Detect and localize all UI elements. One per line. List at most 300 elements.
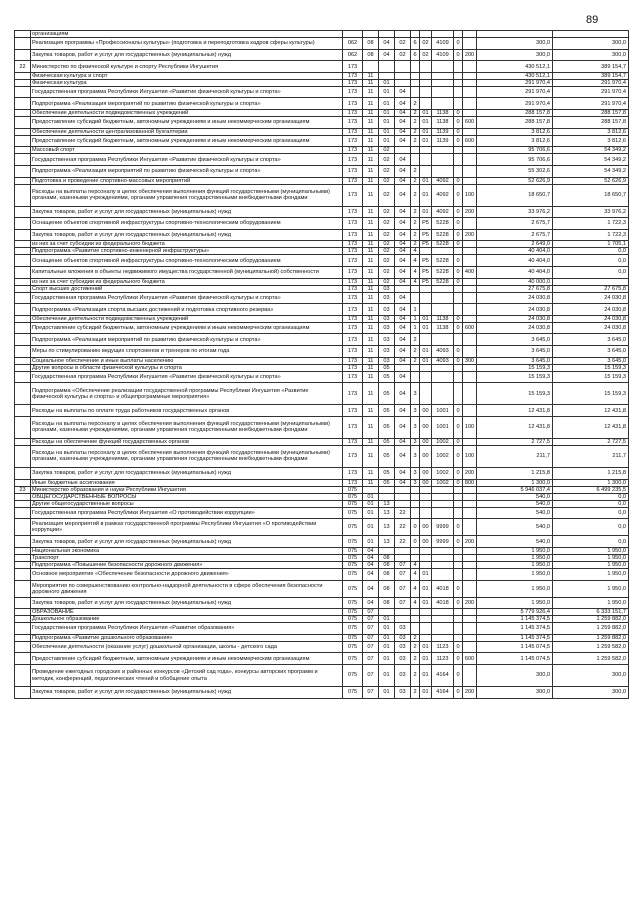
cell-event-code: 00 bbox=[420, 519, 432, 536]
cell-expense-type bbox=[463, 493, 477, 500]
cell-direction-code: 1139 bbox=[432, 128, 454, 135]
cell-subprogram-code: 3 bbox=[411, 438, 420, 445]
cell-row-number bbox=[15, 38, 31, 50]
cell-item-name: Государственная программа Республики Ингушетия «О противодействии коррупции» bbox=[31, 507, 343, 519]
table-row bbox=[15, 49, 629, 61]
cell-item-name: Обеспечение деятельности подведомственных учреждений bbox=[31, 315, 343, 322]
cell-direction-code: 4164 bbox=[432, 687, 454, 699]
cell-direction-sub bbox=[454, 561, 463, 568]
cell-amount-1: 2 675,7 bbox=[477, 218, 553, 230]
cell-event-code bbox=[420, 304, 432, 316]
cell-subsection-code: 03 bbox=[379, 322, 395, 334]
cell-amount-1: 95 706,6 bbox=[477, 154, 553, 166]
cell-direction-code bbox=[432, 165, 454, 177]
cell-amount-2: 1 950,0 bbox=[553, 597, 629, 609]
cell-program-code bbox=[395, 500, 411, 507]
cell-expense-type: 200 bbox=[463, 49, 477, 61]
cell-amount-2: 1 722,3 bbox=[553, 218, 629, 230]
cell-event-code: 01 bbox=[420, 568, 432, 580]
cell-amount-2: 1 950,0 bbox=[553, 568, 629, 580]
cell-subsection-code: 08 bbox=[379, 561, 395, 568]
cell-event-code: 00 bbox=[420, 479, 432, 486]
cell-dept-code: 173 bbox=[343, 371, 363, 383]
cell-subprogram-code bbox=[411, 486, 420, 493]
cell-subsection-code bbox=[379, 609, 395, 616]
cell-event-code: 01 bbox=[420, 322, 432, 334]
cell-expense-type bbox=[463, 507, 477, 519]
cell-direction-code bbox=[432, 79, 454, 86]
cell-row-number bbox=[15, 128, 31, 135]
cell-section-code: 11 bbox=[363, 315, 379, 322]
cell-event-code: 02 bbox=[420, 49, 432, 61]
cell-section-code: 01 bbox=[363, 507, 379, 519]
cell-direction-code: 1001 bbox=[432, 416, 454, 438]
cell-section-code: 11 bbox=[363, 241, 379, 248]
cell-subsection-code: 13 bbox=[379, 519, 395, 536]
cell-event-code: P5 bbox=[420, 278, 432, 285]
table-row bbox=[15, 445, 629, 467]
cell-direction-sub: 0 bbox=[454, 322, 463, 334]
cell-direction-code: 4092 bbox=[432, 206, 454, 218]
cell-subsection-code: 01 bbox=[379, 653, 395, 665]
cell-item-name: Реализация программы «Профессионалы культуры» (подготовка и переподготовка кадров сферы культуры) bbox=[31, 38, 343, 50]
cell-row-number bbox=[15, 616, 31, 623]
cell-direction-sub: 0 bbox=[454, 117, 463, 129]
cell-amount-1: 40 404,0 bbox=[477, 255, 553, 267]
cell-subsection-code bbox=[379, 547, 395, 554]
cell-subsection-code: 02 bbox=[379, 154, 395, 166]
cell-item-name: Закупка товаров, работ и услуг для государственных (муниципальных) нужд bbox=[31, 49, 343, 61]
cell-program-code: 04 bbox=[395, 416, 411, 438]
cell-direction-code bbox=[432, 154, 454, 166]
cell-direction-sub bbox=[454, 634, 463, 641]
cell-expense-type: 600 bbox=[463, 322, 477, 334]
cell-program-code bbox=[395, 72, 411, 79]
cell-amount-2: 54 349,2 bbox=[553, 165, 629, 177]
table-row bbox=[15, 117, 629, 129]
cell-row-number bbox=[15, 72, 31, 79]
cell-subsection-code: 04 bbox=[379, 49, 395, 61]
cell-direction-code: 9999 bbox=[432, 519, 454, 536]
cell-subsection-code: 01 bbox=[379, 79, 395, 86]
cell-event-code bbox=[420, 500, 432, 507]
table-row bbox=[15, 641, 629, 653]
table-row bbox=[15, 38, 629, 50]
cell-program-code: 04 bbox=[395, 218, 411, 230]
cell-direction-sub bbox=[454, 383, 463, 405]
cell-amount-2: 300,0 bbox=[553, 665, 629, 687]
cell-direction-sub: 0 bbox=[454, 580, 463, 597]
cell-subprogram-code: 4 bbox=[411, 568, 420, 580]
cell-direction-code: 4109 bbox=[432, 38, 454, 50]
cell-row-number bbox=[15, 519, 31, 536]
cell-dept-code: 075 bbox=[343, 634, 363, 641]
cell-section-code: 11 bbox=[363, 165, 379, 177]
cell-item-name: Закупка товаров, работ и услуг для государственных (муниципальных) нужд bbox=[31, 229, 343, 241]
cell-event-code: 01 bbox=[420, 580, 432, 597]
table-row bbox=[15, 467, 629, 479]
cell-direction-code bbox=[432, 147, 454, 154]
cell-direction-code bbox=[432, 547, 454, 554]
cell-amount-1: 95 706,6 bbox=[477, 147, 553, 154]
cell-expense-type: 800 bbox=[463, 479, 477, 486]
cell-subsection-code: 03 bbox=[379, 315, 395, 322]
cell-amount-1: 24 030,8 bbox=[477, 292, 553, 304]
cell-event-code bbox=[420, 609, 432, 616]
cell-row-number bbox=[15, 536, 31, 548]
cell-row-number bbox=[15, 364, 31, 371]
cell-subsection-code: 02 bbox=[379, 184, 395, 206]
cell-event-code: 01 bbox=[420, 665, 432, 687]
cell-direction-sub bbox=[454, 371, 463, 383]
cell-amount-1: 288 157,8 bbox=[477, 117, 553, 129]
cell-amount-2: 1 259 582,0 bbox=[553, 653, 629, 665]
cell-amount-1: 3 812,6 bbox=[477, 128, 553, 135]
cell-direction-sub bbox=[454, 292, 463, 304]
table-row bbox=[15, 206, 629, 218]
cell-subprogram-code: 6 bbox=[411, 49, 420, 61]
cell-amount-1: 211,7 bbox=[477, 445, 553, 467]
cell-event-code: 01 bbox=[420, 110, 432, 117]
cell-direction-code bbox=[432, 334, 454, 346]
table-row bbox=[15, 315, 629, 322]
cell-direction-code bbox=[432, 493, 454, 500]
cell-item-name: Закупка товаров, работ и услуг для государственных (муниципальных) нужд bbox=[31, 536, 343, 548]
cell-section-code: 01 bbox=[363, 500, 379, 507]
budget-table-body bbox=[15, 31, 629, 699]
cell-item-name: Подпрограмма «Развитие спортивно-инженерной инфраструктуры» bbox=[31, 248, 343, 255]
table-row bbox=[15, 334, 629, 346]
cell-section-code: 08 bbox=[363, 38, 379, 50]
cell-subprogram-code bbox=[411, 554, 420, 561]
cell-program-code: 04 bbox=[395, 248, 411, 255]
cell-direction-sub: 0 bbox=[454, 135, 463, 147]
cell-direction-sub bbox=[454, 568, 463, 580]
cell-subsection-code bbox=[379, 493, 395, 500]
cell-section-code: 07 bbox=[363, 653, 379, 665]
cell-section-code: 11 bbox=[363, 416, 379, 438]
cell-amount-2: 24 030,8 bbox=[553, 304, 629, 316]
cell-direction-sub bbox=[454, 248, 463, 255]
cell-expense-type bbox=[463, 346, 477, 358]
cell-subprogram-code: 4 bbox=[411, 278, 420, 285]
cell-direction-code: 1123 bbox=[432, 641, 454, 653]
table-row bbox=[15, 346, 629, 358]
cell-expense-type bbox=[463, 616, 477, 623]
cell-row-number bbox=[15, 135, 31, 147]
cell-event-code: 01 bbox=[420, 315, 432, 322]
cell-amount-2: 211,7 bbox=[553, 445, 629, 467]
cell-program-code: 02 bbox=[395, 49, 411, 61]
cell-event-code: 01 bbox=[420, 177, 432, 184]
cell-direction-sub bbox=[454, 507, 463, 519]
cell-row-number bbox=[15, 547, 31, 554]
cell-subsection-code: 03 bbox=[379, 304, 395, 316]
cell-program-code: 04 bbox=[395, 267, 411, 279]
cell-row-number bbox=[15, 445, 31, 467]
cell-direction-code: 5228 bbox=[432, 278, 454, 285]
cell-amount-2: 18 650,7 bbox=[553, 184, 629, 206]
cell-event-code bbox=[420, 285, 432, 292]
cell-program-code: 04 bbox=[395, 467, 411, 479]
cell-direction-sub bbox=[454, 609, 463, 616]
cell-subprogram-code bbox=[411, 147, 420, 154]
cell-row-number bbox=[15, 416, 31, 438]
cell-program-code: 04 bbox=[395, 292, 411, 304]
cell-program-code: 04 bbox=[395, 117, 411, 129]
cell-program-code: 04 bbox=[395, 445, 411, 467]
cell-amount-1: 291 970,4 bbox=[477, 86, 553, 98]
cell-amount-2: 291 970,4 bbox=[553, 86, 629, 98]
cell-direction-code: 1138 bbox=[432, 117, 454, 129]
cell-dept-code: 173 bbox=[343, 218, 363, 230]
cell-item-name: Подпрограмма «Развитие дошкольного образования» bbox=[31, 634, 343, 641]
cell-amount-1: 540,0 bbox=[477, 536, 553, 548]
cell-subprogram-code: 2 bbox=[411, 357, 420, 364]
cell-row-number bbox=[15, 184, 31, 206]
cell-direction-code bbox=[432, 292, 454, 304]
cell-row-number bbox=[15, 568, 31, 580]
cell-event-code: P5 bbox=[420, 267, 432, 279]
cell-row-number bbox=[15, 86, 31, 98]
cell-amount-1: 1 145 074,5 bbox=[477, 641, 553, 653]
table-row bbox=[15, 267, 629, 279]
cell-direction-sub: 0 bbox=[454, 267, 463, 279]
cell-expense-type bbox=[463, 177, 477, 184]
cell-amount-2: 291 970,4 bbox=[553, 98, 629, 110]
table-row bbox=[15, 438, 629, 445]
cell-item-name: Государственная программа Республики Ингушетия «Развитие физической культуры и спорта» bbox=[31, 86, 343, 98]
cell-subsection-code: 05 bbox=[379, 416, 395, 438]
cell-event-code bbox=[420, 383, 432, 405]
cell-item-name: Расходы на обеспечение функций государственных органов bbox=[31, 438, 343, 445]
cell-direction-sub: 0 bbox=[454, 315, 463, 322]
cell-amount-2: 12 431,8 bbox=[553, 405, 629, 417]
cell-amount-1: 5 946 037,4 bbox=[477, 486, 553, 493]
cell-row-number bbox=[15, 383, 31, 405]
cell-subprogram-code: 2 bbox=[411, 229, 420, 241]
cell-direction-code bbox=[432, 72, 454, 79]
table-row bbox=[15, 507, 629, 519]
cell-row-number: 23 bbox=[15, 486, 31, 493]
cell-program-code: 07 bbox=[395, 597, 411, 609]
cell-amount-2: 24 030,8 bbox=[553, 322, 629, 334]
cell-subprogram-code: 6 bbox=[411, 38, 420, 50]
cell-amount-2: 300,0 bbox=[553, 49, 629, 61]
cell-subprogram-code: 2 bbox=[411, 177, 420, 184]
cell-amount-1: 1 950,0 bbox=[477, 580, 553, 597]
cell-event-code: 01 bbox=[420, 135, 432, 147]
cell-dept-code bbox=[343, 31, 363, 38]
cell-row-number bbox=[15, 218, 31, 230]
cell-section-code: 11 bbox=[363, 177, 379, 184]
cell-subprogram-code bbox=[411, 61, 420, 73]
cell-amount-1: 2 675,7 bbox=[477, 229, 553, 241]
cell-expense-type bbox=[463, 72, 477, 79]
cell-dept-code: 075 bbox=[343, 616, 363, 623]
cell-expense-type bbox=[463, 554, 477, 561]
cell-amount-1: 300,0 bbox=[477, 665, 553, 687]
cell-subsection-code: 08 bbox=[379, 568, 395, 580]
cell-expense-type bbox=[463, 634, 477, 641]
cell-item-name: Основное мероприятие «Обеспечение безопасности дорожного движения» bbox=[31, 568, 343, 580]
cell-program-code: 04 bbox=[395, 110, 411, 117]
cell-item-name: Расходы на выплаты персоналу в целях обеспечения выполнения функций государственными (муниципальными) органами, казенными учреждениями, органами управления государственными внебюджетными фондами bbox=[31, 184, 343, 206]
cell-section-code: 11 bbox=[363, 218, 379, 230]
cell-direction-sub bbox=[454, 98, 463, 110]
cell-subprogram-code bbox=[411, 292, 420, 304]
cell-expense-type bbox=[463, 147, 477, 154]
cell-subprogram-code: 2 bbox=[411, 184, 420, 206]
cell-amount-2: 389 154,7 bbox=[553, 61, 629, 73]
cell-row-number bbox=[15, 665, 31, 687]
cell-dept-code: 173 bbox=[343, 315, 363, 322]
cell-program-code bbox=[395, 609, 411, 616]
cell-dept-code: 173 bbox=[343, 445, 363, 467]
cell-section-code: 11 bbox=[363, 206, 379, 218]
cell-expense-type bbox=[463, 405, 477, 417]
cell-section-code: 11 bbox=[363, 72, 379, 79]
cell-amount-2: 6 499 235,5 bbox=[553, 486, 629, 493]
cell-section-code: 11 bbox=[363, 364, 379, 371]
cell-row-number bbox=[15, 285, 31, 292]
cell-dept-code: 173 bbox=[343, 241, 363, 248]
cell-amount-1: 1 145 374,5 bbox=[477, 616, 553, 623]
cell-direction-sub: 0 bbox=[454, 206, 463, 218]
table-row bbox=[15, 154, 629, 166]
cell-row-number bbox=[15, 561, 31, 568]
cell-event-code: P5 bbox=[420, 218, 432, 230]
cell-program-code: 04 bbox=[395, 184, 411, 206]
cell-amount-1: 1 300,0 bbox=[477, 479, 553, 486]
cell-row-number bbox=[15, 334, 31, 346]
table-row bbox=[15, 580, 629, 597]
cell-expense-type: 100 bbox=[463, 416, 477, 438]
cell-subprogram-code: 2 bbox=[411, 218, 420, 230]
cell-program-code: 04 bbox=[395, 304, 411, 316]
cell-amount-2: 3 645,0 bbox=[553, 334, 629, 346]
cell-amount-1: 288 157,8 bbox=[477, 110, 553, 117]
cell-event-code bbox=[420, 165, 432, 177]
cell-dept-code: 075 bbox=[343, 568, 363, 580]
cell-subsection-code: 13 bbox=[379, 507, 395, 519]
cell-direction-sub bbox=[454, 304, 463, 316]
cell-item-name: Социальное обеспечение и иные выплаты населению bbox=[31, 357, 343, 364]
cell-amount-1: 15 159,3 bbox=[477, 364, 553, 371]
cell-item-name: Транспорт bbox=[31, 554, 343, 561]
table-row bbox=[15, 500, 629, 507]
cell-section-code: 01 bbox=[363, 536, 379, 548]
cell-program-code: 03 bbox=[395, 687, 411, 699]
cell-amount-2: 54 349,2 bbox=[553, 147, 629, 154]
cell-section-code: 11 bbox=[363, 229, 379, 241]
cell-dept-code: 173 bbox=[343, 364, 363, 371]
cell-item-name: Государственная программа Республики Ингушетия «Развитие физической культуры и спорта» bbox=[31, 154, 343, 166]
cell-subsection-code: 01 bbox=[379, 687, 395, 699]
cell-expense-type bbox=[463, 315, 477, 322]
cell-event-code: P5 bbox=[420, 255, 432, 267]
cell-subprogram-code bbox=[411, 623, 420, 635]
cell-subsection-code: 01 bbox=[379, 117, 395, 129]
cell-subsection-code: 01 bbox=[379, 86, 395, 98]
cell-direction-code bbox=[432, 285, 454, 292]
cell-event-code bbox=[420, 623, 432, 635]
cell-amount-1: 40 404,0 bbox=[477, 267, 553, 279]
cell-direction-sub bbox=[454, 493, 463, 500]
cell-expense-type bbox=[463, 438, 477, 445]
cell-amount-2: 1 722,3 bbox=[553, 229, 629, 241]
cell-amount-2: 3 812,6 bbox=[553, 128, 629, 135]
cell-row-number bbox=[15, 346, 31, 358]
cell-direction-sub bbox=[454, 554, 463, 561]
cell-expense-type: 200 bbox=[463, 229, 477, 241]
cell-amount-2: 1 259 882,0 bbox=[553, 623, 629, 635]
cell-item-name: Подпрограмма «Реализация мероприятий по развитию физической культуры и спорта» bbox=[31, 98, 343, 110]
cell-subprogram-code: 3 bbox=[411, 467, 420, 479]
cell-direction-sub bbox=[454, 79, 463, 86]
cell-subsection-code: 01 bbox=[379, 665, 395, 687]
cell-event-code: 00 bbox=[420, 416, 432, 438]
cell-subsection-code: 08 bbox=[379, 554, 395, 561]
cell-row-number bbox=[15, 278, 31, 285]
cell-subsection-code: 08 bbox=[379, 597, 395, 609]
cell-subsection-code bbox=[379, 72, 395, 79]
cell-program-code bbox=[395, 79, 411, 86]
cell-subsection-code: 03 bbox=[379, 346, 395, 358]
cell-expense-type bbox=[463, 568, 477, 580]
cell-item-name: Меры по стимулированию ведущих спортсменов и тренеров по итогам года bbox=[31, 346, 343, 358]
cell-direction-code: 4093 bbox=[432, 346, 454, 358]
cell-section-code: 11 bbox=[363, 304, 379, 316]
cell-event-code bbox=[420, 616, 432, 623]
cell-event-code bbox=[420, 31, 432, 38]
cell-subprogram-code bbox=[411, 86, 420, 98]
cell-program-code: 04 bbox=[395, 315, 411, 322]
cell-row-number bbox=[15, 554, 31, 561]
cell-direction-sub: 0 bbox=[454, 278, 463, 285]
cell-row-number bbox=[15, 641, 31, 653]
cell-amount-2 bbox=[553, 31, 629, 38]
cell-subsection-code bbox=[379, 31, 395, 38]
cell-row-number bbox=[15, 653, 31, 665]
cell-section-code: 11 bbox=[363, 346, 379, 358]
cell-section-code: 01 bbox=[363, 493, 379, 500]
cell-expense-type bbox=[463, 641, 477, 653]
cell-direction-sub: 0 bbox=[454, 438, 463, 445]
cell-event-code bbox=[420, 547, 432, 554]
cell-program-code: 03 bbox=[395, 634, 411, 641]
cell-item-name: Национальная экономика bbox=[31, 547, 343, 554]
cell-program-code: 22 bbox=[395, 519, 411, 536]
cell-subsection-code: 05 bbox=[379, 467, 395, 479]
cell-direction-sub: 0 bbox=[454, 687, 463, 699]
cell-item-name: ОБРАЗОВАНИЕ bbox=[31, 609, 343, 616]
cell-expense-type bbox=[463, 278, 477, 285]
cell-subprogram-code: 4 bbox=[411, 255, 420, 267]
table-row bbox=[15, 653, 629, 665]
cell-item-name: Дошкольное образование bbox=[31, 616, 343, 623]
cell-subprogram-code: 3 bbox=[411, 479, 420, 486]
cell-subsection-code: 08 bbox=[379, 580, 395, 597]
cell-section-code: 11 bbox=[363, 322, 379, 334]
cell-amount-1: 291 970,4 bbox=[477, 98, 553, 110]
cell-amount-1 bbox=[477, 31, 553, 38]
cell-subprogram-code bbox=[411, 609, 420, 616]
cell-event-code bbox=[420, 561, 432, 568]
cell-section-code: 07 bbox=[363, 641, 379, 653]
cell-subsection-code: 02 bbox=[379, 165, 395, 177]
cell-program-code: 22 bbox=[395, 507, 411, 519]
